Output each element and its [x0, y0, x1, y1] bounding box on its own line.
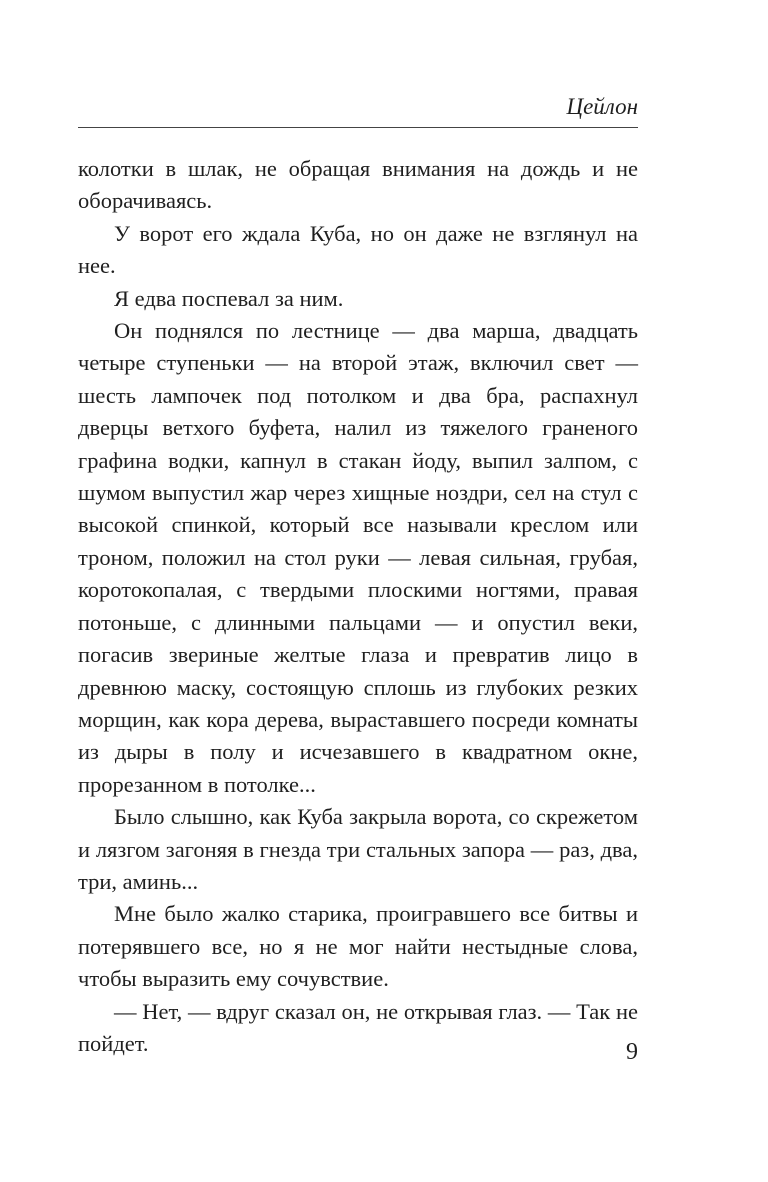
body-text [78, 153, 638, 1060]
paragraph-6: Мне было жалко старика, проигравшего все битвы и потерявшего все, но я не мог найти нестыдные слова, чтобы выразить ему сочувствие. [78, 901, 638, 992]
paragraph-4: Он поднялся по лестнице — два марша, двадцать четыре ступеньки — на второй этаж, включил свет — шесть лампочек под потолком и два бра, распахнул дверцы ветхого буфета, налил из тяжелого граненого графина водки, капнул в стакан йоду, выпил залпом, с шумом выпустил жар через хищные ноздри, сел на стул с высокой спинкой, который все называли креслом или троном, положил на стол руки — левая сильная, грубая, коротокопалая, с твердыми плоскими ногтями, правая потоньше, с длинными пальцами — и опустил веки, погасив звериные желтые глаза и превратив лицо в древнюю маску, состоящую сплошь из глубоких резких морщин, как кора дерева, выраставшего посреди комнаты из дыры в полу и исчезавшего в квадратном окне, прорезанном в потолке... [78, 318, 638, 797]
header-rule [78, 127, 638, 128]
running-title: Цейлон [566, 94, 638, 119]
paragraph-1: колотки в шлак, не обращая внимания на дождь и не оборачиваясь. [78, 156, 638, 214]
paragraph-5: Было слышно, как Куба закрыла ворота, со скрежетом и лязгом загоняя в гнезда три стальных запора — раз, два, три, аминь... [78, 804, 638, 894]
paragraph-3: Я едва поспевал за ним. [114, 285, 344, 311]
paragraph-7: — Нет, — вдруг сказал он, не открывая глаз. — Так не пойдет. [78, 998, 638, 1056]
page-number: 9 [626, 1039, 638, 1065]
paragraph-2: У ворот его ждала Куба, но он даже не взглянул на нее. [78, 220, 638, 279]
